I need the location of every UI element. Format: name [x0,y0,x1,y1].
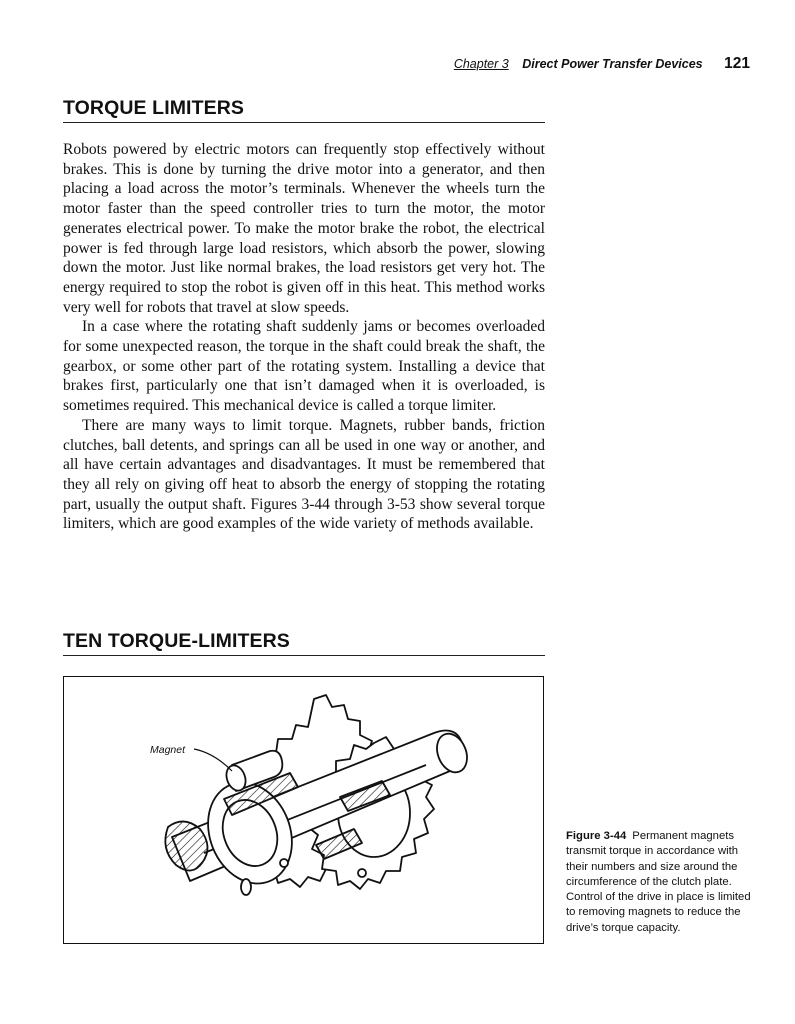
paragraph: Robots powered by electric motors can frequently stop effectively without brakes. This is done by turning the drive motor into a generator, and then placing a load across the motor’s terminals. Whenever the wheels turn the motor faster than the speed controller tries to turn the motor, the motor generates electrical power. To make the motor brake the robot, the electrical power is fed through large load resistors, which absorb the power, slowing down the motor. Just like normal brakes, the load resistors get very hot. The energy required to stop the robot is given off in this heat. This method works very well for robots that travel at slow speeds. [63,141,545,316]
section-heading-torque-limiters: TORQUE LIMITERS [63,97,545,123]
page-number: 121 [724,55,750,72]
running-head [440,55,750,75]
caption-text: Permanent magnets transmit torque in accordance with their numbers and size around the circumference of the clutch plate. Control of the drive in place is limited to removing magnets to reduce the drive’s torque capacity. [566,830,751,934]
magnetic-torque-limiter-drawing [64,677,545,945]
body-text [63,140,545,534]
figure-frame [63,676,544,944]
chapter-title: Direct Power Transfer Devices [522,57,703,71]
section-heading-ten-torque-limiters: TEN TORQUE-LIMITERS [63,630,545,656]
figure-caption [566,829,758,936]
chapter-number: Chapter 3 [453,57,509,71]
paragraph: There are many ways to limit torque. Magnets, rubber bands, friction clutches, ball detents, and springs can all be used in one way or another, and all have certain advantages and disadvantages. It must be remembered that they all rely on giving off heat to absorb the energy of stopping the rotating part, usually the output shaft. Figures 3-44 through 3-53 show several torque limiters, which are good examples of the wide variety of methods available. [63,416,545,533]
figure-label: Figure 3-44 [566,830,627,842]
paragraph: In a case where the rotating shaft suddenly jams or becomes overloaded for some unexpected reason, the torque in the shaft could break the shaft, the gearbox, or some other part of the rotating system. Installing a device that brakes first, particularly one that isn’t damaged when it is overloaded, is sometimes required. This mechanical device is called a torque limiter. [63,318,545,415]
magnet-callout-label: Magnet [150,744,186,756]
